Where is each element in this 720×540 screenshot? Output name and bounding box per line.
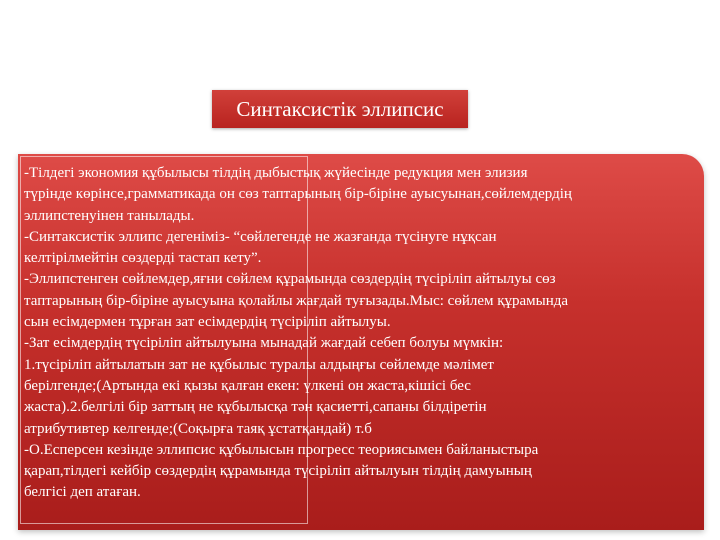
text-line: -Эллипстенген сөйлемдер,яғни сөйлем құрамында сөздердің түсіріліп айтылуы сөз (24, 271, 556, 288)
content-text-block (24, 163, 694, 504)
text-line: -Синтаксистік эллипс дегеніміз- “сөйлегенде не жазғанда түсінуге нұқсан (24, 228, 497, 245)
text-line: қарап,тілдегі кейбір сөздердің құрамында түсіріліп айтылуын тілдің дамуының (24, 463, 532, 480)
text-line: жаста).2.белгілі бір заттың не құбылысқа тән қасиетті,сапаны білдіретін (24, 399, 487, 416)
text-line: түрінде көрінсе,грамматикада он сөз таптарының бір-біріне ауысуынан,сөйлемдердің (24, 186, 572, 203)
text-line: сын есімдермен тұрған зат есімдердің түсіріліп айтылуы. (24, 314, 391, 331)
text-line: эллипстенуінен танылады. (24, 207, 195, 224)
slide-title: Синтаксистік эллипсис (212, 90, 468, 128)
text-line: келтірілмейтін сөздерді тастап кету”. (24, 250, 262, 267)
text-line: атрибутивтер келгенде;(Соқырға таяқ ұстатқандай) т.б (24, 420, 372, 437)
text-line: берілгенде;(Артында екі қызы қалған екен: үлкені он жаста,кішісі бес (24, 377, 471, 394)
text-line: таптарының бір-біріне ауысуына қолайлы жағдай туғызады.Мыс: сөйлем құрамында (24, 292, 569, 309)
text-line: белгісі деп атаған. (24, 484, 141, 501)
text-line: -Тілдегі экономия құбылысы тілдің дыбыстық жүйесінде редукция мен элизия (24, 165, 528, 181)
text-line: -О.Есперсен кезінде эллипсис құбылысын прогресс теориясымен байланыстыра (24, 441, 539, 458)
text-line: -Зат есімдердің түсіріліп айтылуына мынадай жағдай себеп болуы мүмкін: (24, 335, 504, 352)
text-line: 1.түсіріліп айтылатын зат не құбылыс туралы алдыңғы сөйлемде мәлімет (24, 356, 494, 373)
